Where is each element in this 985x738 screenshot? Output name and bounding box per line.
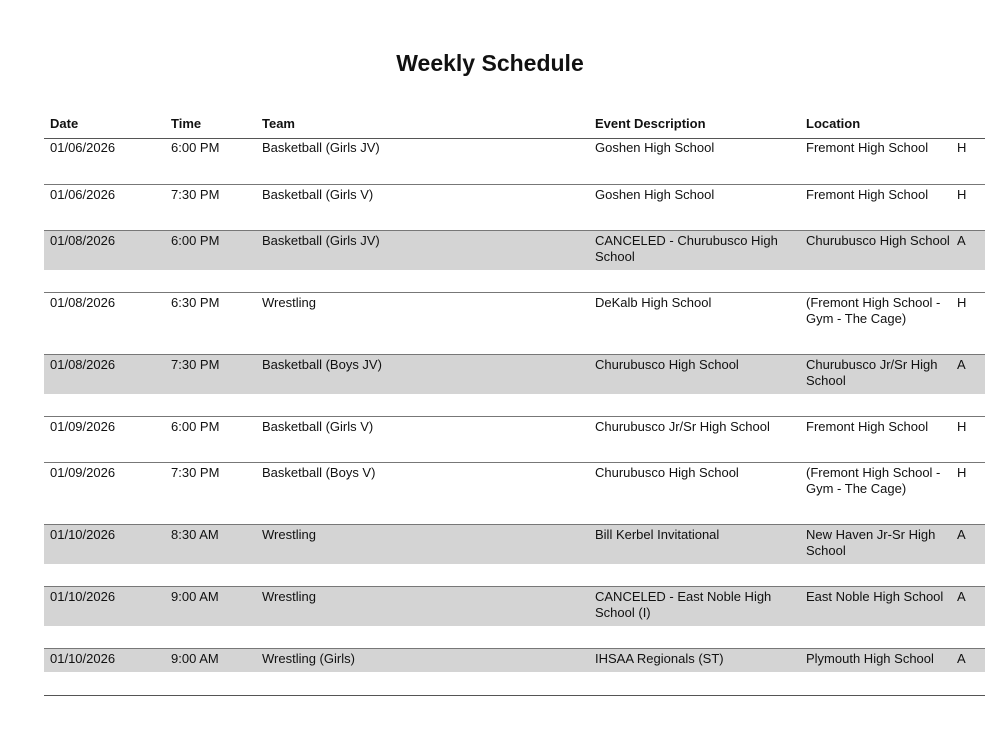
table-end-divider: [44, 695, 985, 696]
header-location: Location: [806, 116, 861, 131]
cell-team: Basketball (Girls JV): [262, 140, 380, 155]
cell-home-away: A: [957, 589, 966, 604]
cell-event-description: Churubusco High School: [595, 465, 739, 480]
cell-home-away: A: [957, 357, 966, 372]
table-row: [44, 230, 985, 292]
cell-home-away: A: [957, 527, 966, 542]
schedule-table: [44, 138, 985, 694]
cell-home-away: H: [957, 295, 967, 310]
cell-date: 01/09/2026: [50, 465, 116, 480]
cell-location: Fremont High School: [806, 187, 929, 202]
cell-time: 7:30 PM: [171, 187, 220, 202]
cell-team: Basketball (Girls V): [262, 187, 374, 202]
cell-event-description: Bill Kerbel Invitational: [595, 527, 720, 542]
cell-event-description: Churubusco High School: [595, 357, 739, 372]
cell-time: 8:30 AM: [171, 527, 219, 542]
table-row: [44, 416, 985, 462]
cell-time: 6:30 PM: [171, 295, 220, 310]
cell-time: 7:30 PM: [171, 357, 220, 372]
cell-date: 01/06/2026: [50, 140, 116, 155]
cell-time: 9:00 AM: [171, 589, 219, 604]
cell-event-description: Goshen High School: [595, 187, 715, 202]
page-title: Weekly Schedule: [396, 50, 584, 76]
cell-location: East Noble High School: [806, 589, 944, 604]
table-row: [44, 586, 985, 648]
cell-team: Basketball (Girls JV): [262, 233, 380, 248]
cell-home-away: H: [957, 140, 967, 155]
cell-team: Wrestling: [262, 527, 316, 542]
cell-location: Plymouth High School: [806, 651, 934, 666]
table-row: [44, 292, 985, 354]
cell-home-away: H: [957, 465, 967, 480]
cell-time: 6:00 PM: [171, 419, 220, 434]
cell-time: 7:30 PM: [171, 465, 220, 480]
cell-date: 01/09/2026: [50, 419, 116, 434]
header-team: Team: [262, 116, 295, 131]
cell-location: Fremont High School: [806, 140, 929, 155]
cell-team: Wrestling: [262, 295, 316, 310]
header-date: Date: [50, 116, 79, 131]
table-row: [44, 138, 985, 184]
table-row: [44, 462, 985, 524]
cell-location: Fremont High School: [806, 419, 929, 434]
cell-team: Basketball (Boys JV): [262, 357, 382, 372]
cell-team: Basketball (Girls V): [262, 419, 374, 434]
cell-date: 01/08/2026: [50, 233, 116, 248]
cell-date: 01/06/2026: [50, 187, 116, 202]
cell-time: 9:00 AM: [171, 651, 219, 666]
cell-date: 01/08/2026: [50, 295, 116, 310]
cell-team: Wrestling: [262, 589, 316, 604]
cell-home-away: A: [957, 651, 966, 666]
cell-home-away: A: [957, 233, 966, 248]
cell-event-description: CANCELED - East Noble High School (I): [595, 589, 772, 620]
cell-date: 01/10/2026: [50, 527, 116, 542]
table-header: [44, 116, 985, 139]
cell-event-description: Goshen High School: [595, 140, 715, 155]
cell-event-description: CANCELED - Churubusco High School: [595, 233, 778, 264]
cell-location: New Haven Jr-Sr High School: [806, 527, 936, 558]
cell-team: Wrestling (Girls): [262, 651, 355, 666]
cell-home-away: H: [957, 419, 967, 434]
cell-date: 01/10/2026: [50, 651, 116, 666]
cell-location: (Fremont High School - Gym - The Cage): [806, 465, 941, 496]
cell-event-description: IHSAA Regionals (ST): [595, 651, 724, 666]
cell-event-description: DeKalb High School: [595, 295, 712, 310]
cell-time: 6:00 PM: [171, 233, 220, 248]
cell-location: (Fremont High School - Gym - The Cage): [806, 295, 941, 326]
table-row: [44, 524, 985, 586]
cell-home-away: H: [957, 187, 967, 202]
cell-date: 01/10/2026: [50, 589, 116, 604]
table-row: [44, 354, 985, 416]
cell-location: Churubusco Jr/Sr High School: [806, 357, 938, 388]
cell-date: 01/08/2026: [50, 357, 116, 372]
table-row: [44, 648, 985, 694]
cell-team: Basketball (Boys V): [262, 465, 376, 480]
cell-time: 6:00 PM: [171, 140, 220, 155]
table-row: [44, 184, 985, 230]
cell-location: Churubusco High School: [806, 233, 950, 248]
header-event-description: Event Description: [595, 116, 706, 131]
header-time: Time: [171, 116, 202, 131]
cell-event-description: Churubusco Jr/Sr High School: [595, 419, 770, 434]
